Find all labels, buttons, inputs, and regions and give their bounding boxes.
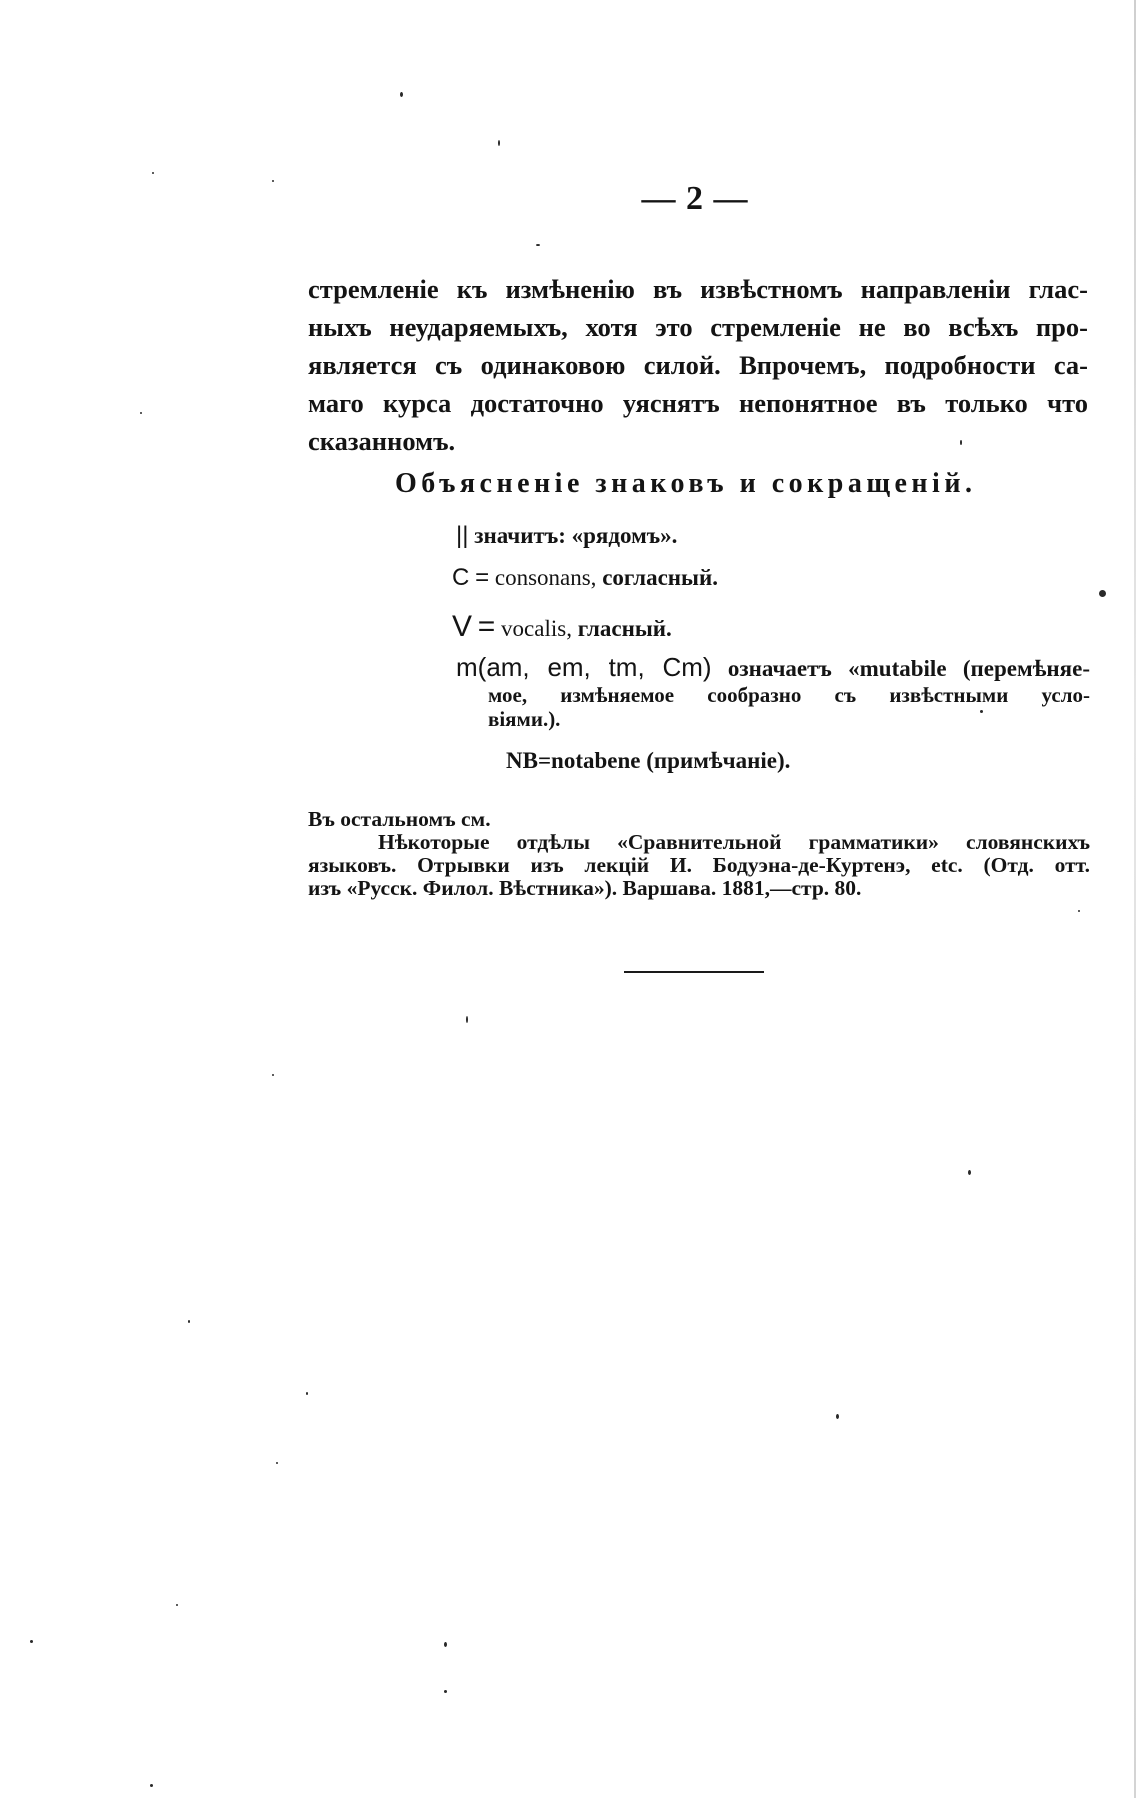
- reference-line: Въ остальномъ см.: [308, 807, 491, 831]
- scan-speck: [1099, 590, 1106, 597]
- equals-sign: =: [477, 610, 496, 643]
- scan-speck: [968, 1170, 971, 1175]
- scan-speck: [30, 1640, 33, 1643]
- scan-speck: [188, 1320, 190, 1323]
- scan-speck: [276, 1462, 278, 1464]
- mutable-first-line: [456, 652, 1090, 683]
- scan-speck: [140, 412, 142, 414]
- scan-speck: [536, 244, 540, 246]
- latin-term: consonans,: [494, 565, 597, 590]
- body-paragraph: [308, 270, 1088, 460]
- scan-speck: [152, 172, 154, 174]
- legend-text: мое, измѣняемое сообразно съ извѣстными усло-: [488, 683, 1090, 707]
- divider-rule: [624, 971, 764, 973]
- legend-text: віями.).: [488, 707, 561, 731]
- paragraph-line: маго курса достаточно уяснятъ непонятное въ только что: [308, 388, 1088, 418]
- equals-sign: =: [475, 564, 490, 591]
- legend-text: гласный.: [577, 616, 672, 641]
- scan-speck: [272, 1074, 274, 1076]
- paragraph-line: сказанномъ.: [308, 426, 456, 456]
- scan-speck: [444, 1690, 447, 1693]
- reference-line: языковъ. Отрывки изъ лекцій И. Бодуэна-де-Куртенэ, etc. (Отд. отт.: [308, 853, 1090, 877]
- scan-speck: [150, 1784, 153, 1787]
- scan-speck: [466, 1016, 468, 1023]
- legend-item-notabene: NB=notabene (примѣчаніе).: [506, 748, 791, 773]
- legend-text: означаетъ «mutabile (перемѣняе-: [727, 656, 1090, 681]
- mutable-symbol: m(am, em, tm, Cm): [456, 652, 712, 682]
- paragraph-line: ныхъ неударяемыхъ, хотя это стремленіе не во всѣхъ про-: [308, 312, 1088, 342]
- scan-speck: [444, 1642, 447, 1647]
- scan-speck: [980, 710, 983, 713]
- mutable-continuation: [488, 683, 1090, 731]
- legend-text: значитъ: «рядомъ».: [474, 523, 678, 548]
- legend-item-mutable: [456, 652, 1090, 731]
- scan-speck: [498, 140, 500, 146]
- vowel-symbol: V: [452, 610, 473, 643]
- reference-line: изъ «Русск. Филол. Вѣстника»). Варшава. 1881,—стр. 80.: [308, 876, 862, 900]
- page-number: — 2 —: [641, 180, 749, 217]
- legend-title: Объясненіе знаковъ и сокращеній.: [395, 468, 977, 499]
- legend-item-consonant: [452, 564, 718, 592]
- scan-speck: [306, 1392, 308, 1395]
- scan-speck: [1078, 910, 1080, 912]
- paragraph-line: является съ одинаковою силой. Впрочемъ, подробности са-: [308, 350, 1088, 380]
- legend-item-vowel: [452, 610, 672, 644]
- legend-text: согласный.: [602, 565, 718, 590]
- parallel-symbol: ||: [456, 522, 469, 549]
- references: [308, 808, 1090, 900]
- scan-speck: [960, 440, 962, 445]
- scan-speck: [272, 180, 274, 182]
- scan-speck: [400, 92, 403, 97]
- page-edge: [1134, 0, 1136, 1798]
- scan-speck: [176, 1604, 178, 1606]
- legend-item-parallel: [456, 522, 677, 550]
- reference-line: Нѣкоторые отдѣлы «Сравнительной грамматики» словянскихъ: [378, 830, 1090, 854]
- latin-term: vocalis,: [501, 616, 572, 641]
- paragraph-line: стремленіе къ измѣненію въ извѣстномъ направленіи глас-: [308, 274, 1088, 304]
- consonant-symbol: C: [452, 564, 470, 591]
- scan-speck: [836, 1414, 839, 1419]
